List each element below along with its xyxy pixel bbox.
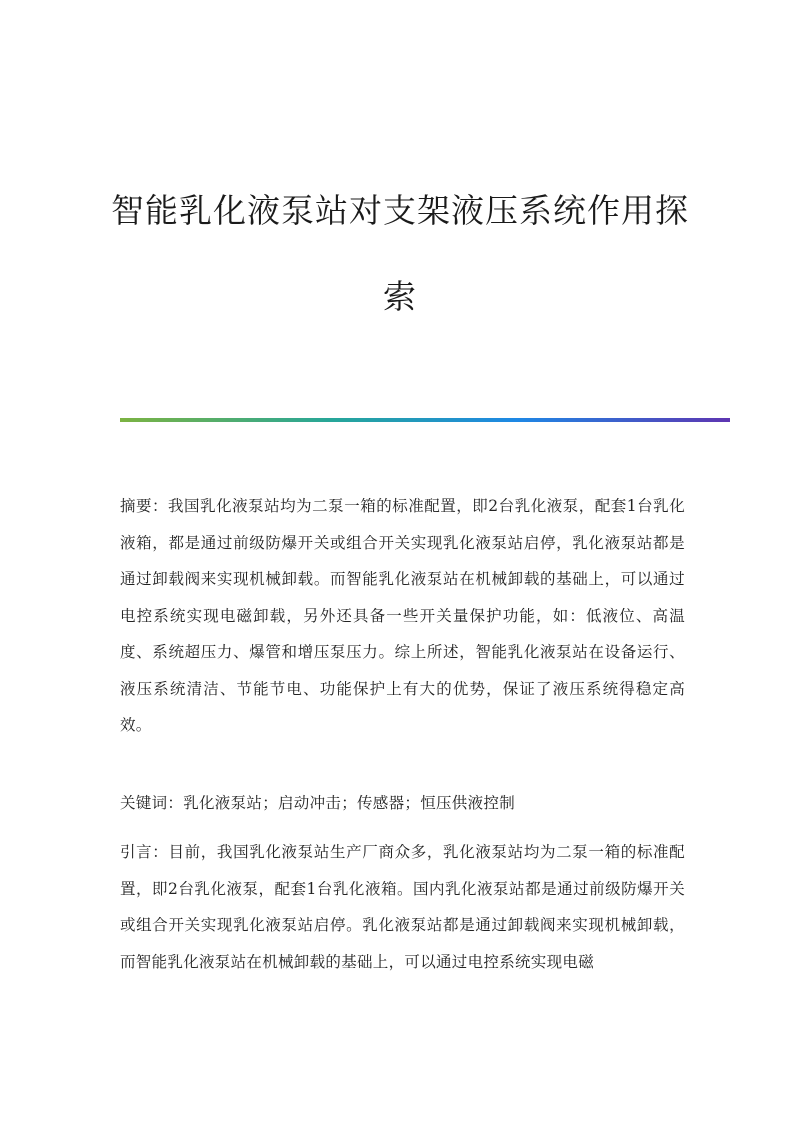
document-title-line-2: 索 [383, 277, 417, 316]
title-divider [120, 418, 730, 422]
document-title-line-1: 智能乳化液泵站对支架液压系统作用探 [111, 191, 689, 230]
introduction-paragraph: 引言：目前，我国乳化液泵站生产厂商众多，乳化液泵站均为二泵一箱的标准配置，即2台乳化液泵，配套1台乳化液箱。国内乳化液泵站都是通过前级防爆开关或组合开关实现乳化液泵站启停。乳化液泵站都是通过卸载阀来实现机械卸载，而智能乳化液泵站在机械卸载的基础上，可以通过电控系统实现电磁 [120, 843, 685, 971]
keywords-paragraph: 关键词：乳化液泵站；启动冲击；传感器；恒压供液控制 [120, 794, 516, 812]
abstract-paragraph: 摘要：我国乳化液泵站均为二泵一箱的标准配置，即2台乳化液泵，配套1台乳化液箱，都是通过前级防爆开关或组合开关实现乳化液泵站启停，乳化液泵站都是通过卸载阀来实现机械卸载。而智能乳化液泵站在机械卸载的基础上，可以通过电控系统实现电磁卸载，另外还具备一些开关量保护功能，如：低液位、高温度、系统超压力、爆管和增压泵压力。综上所述，智能乳化液泵站在设备运行、液压系统清洁、节能节电、功能保护上有大的优势，保证了液压系统得稳定高效。 [120, 497, 685, 734]
